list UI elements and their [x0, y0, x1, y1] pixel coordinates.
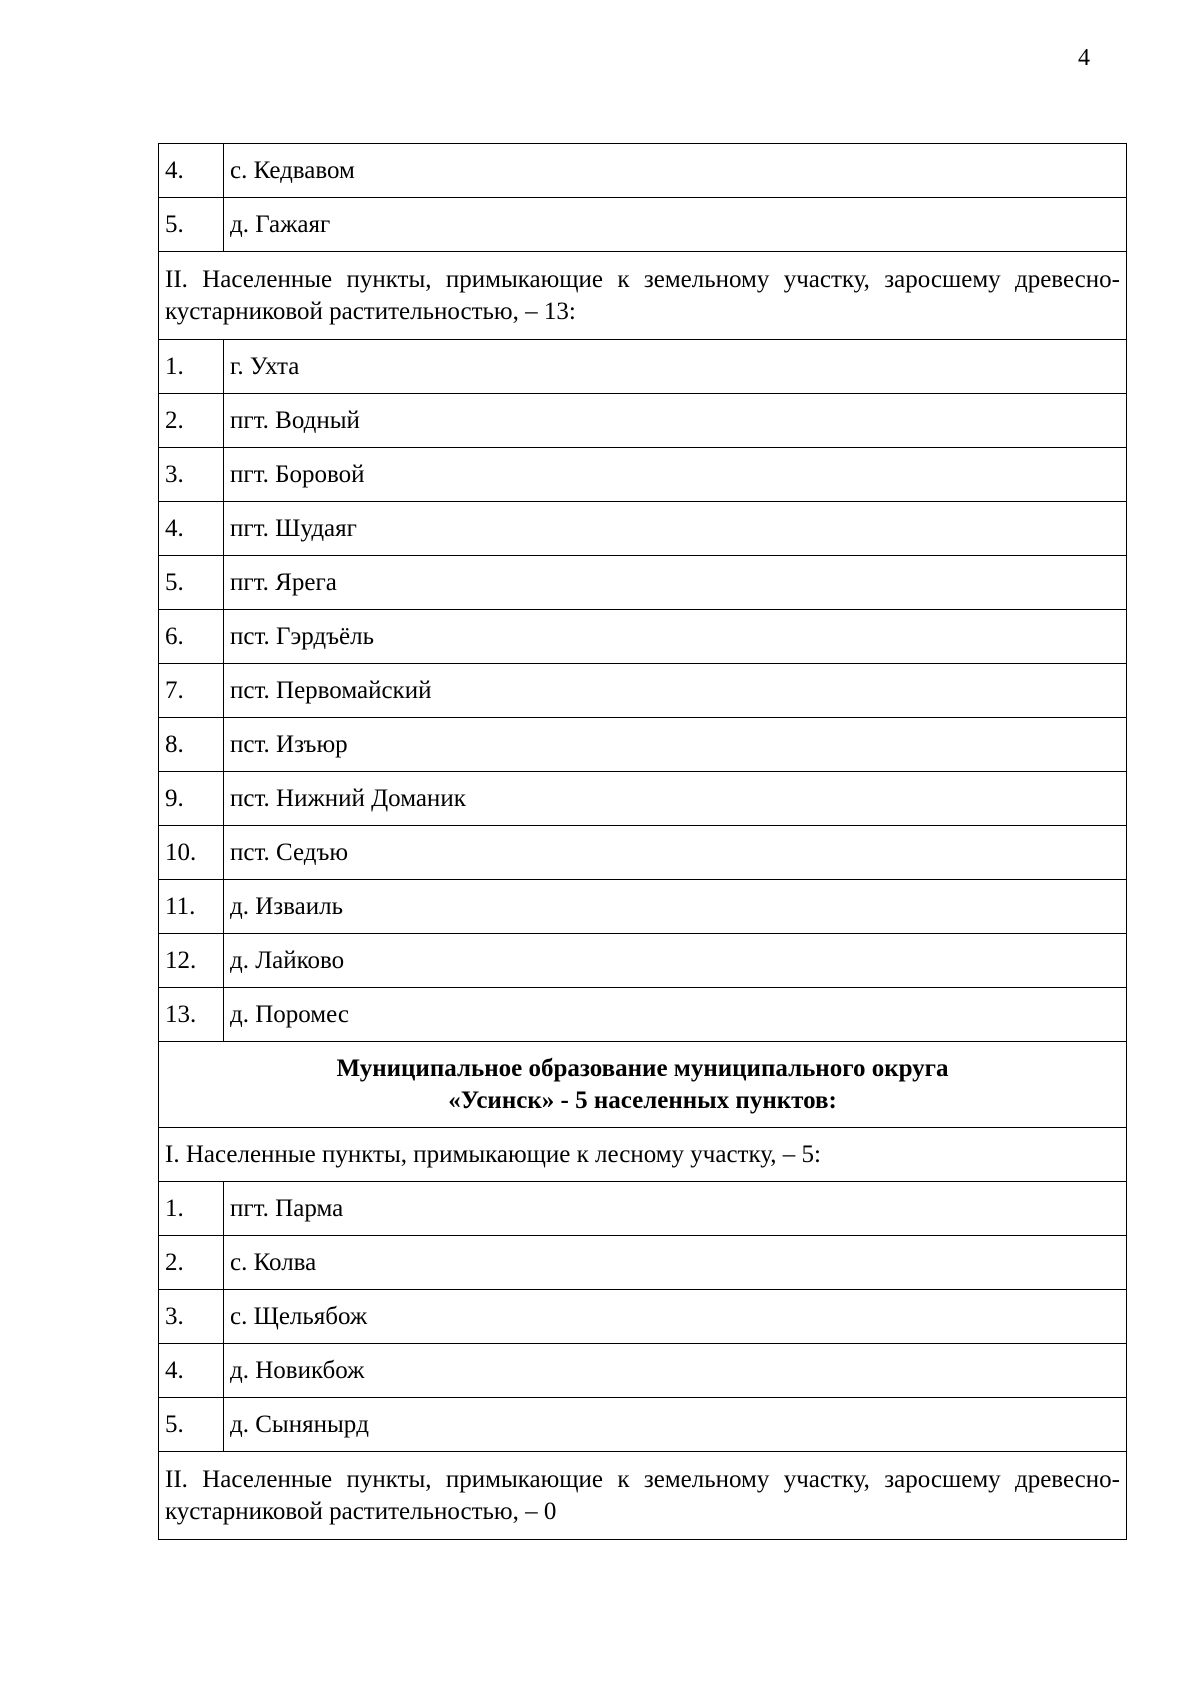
table-row [159, 610, 1127, 664]
settlement-name: д. Сыняныpд [224, 1398, 1127, 1452]
row-number: 5. [159, 556, 224, 610]
settlement-name: пст. Гэрдъёль [224, 610, 1127, 664]
section-header-row [159, 1452, 1127, 1540]
settlement-name: пст. Нижний Доманик [224, 772, 1127, 826]
settlement-name: пгт. Водный [224, 394, 1127, 448]
settlement-name: пст. Изъюр [224, 718, 1127, 772]
settlement-name: г. Ухта [224, 340, 1127, 394]
row-number: 9. [159, 772, 224, 826]
settlement-name: пгт. Шудаяг [224, 502, 1127, 556]
section-header: II. Населенные пункты, примыкающие к земельному участку, заросшему древесно-кустарниковой растительностью, – 0 [159, 1452, 1127, 1540]
table-row [159, 1344, 1127, 1398]
table-row [159, 718, 1127, 772]
row-number: 4. [159, 1344, 224, 1398]
row-number: 7. [159, 664, 224, 718]
row-number: 4. [159, 502, 224, 556]
table-row [159, 144, 1127, 198]
row-number: 10. [159, 826, 224, 880]
settlement-name: пгт. Боровой [224, 448, 1127, 502]
row-number: 3. [159, 448, 224, 502]
table-row [159, 394, 1127, 448]
row-number: 1. [159, 340, 224, 394]
section-header: I. Населенные пункты, примыкающие к лесному участку, – 5: [159, 1128, 1127, 1182]
table-row [159, 340, 1127, 394]
table-row [159, 934, 1127, 988]
table-row [159, 772, 1127, 826]
table-row [159, 880, 1127, 934]
section-header: II. Населенные пункты, примыкающие к земельному участку, заросшему древесно-кустарниковой растительностью, – 13: [159, 252, 1127, 340]
row-number: 11. [159, 880, 224, 934]
table-row [159, 988, 1127, 1042]
table-row [159, 556, 1127, 610]
row-number: 5. [159, 198, 224, 252]
settlements-table [158, 143, 1127, 1540]
table-row [159, 1182, 1127, 1236]
settlement-name: пгт. Ярега [224, 556, 1127, 610]
table-row [159, 448, 1127, 502]
row-number: 12. [159, 934, 224, 988]
row-number: 4. [159, 144, 224, 198]
settlement-name: с. Щельябож [224, 1290, 1127, 1344]
municipality-heading-row [159, 1042, 1127, 1128]
row-number: 3. [159, 1290, 224, 1344]
row-number: 1. [159, 1182, 224, 1236]
page-number: 4 [1078, 45, 1090, 71]
settlement-name: д. Изваиль [224, 880, 1127, 934]
settlement-name: д. Лайково [224, 934, 1127, 988]
row-number: 5. [159, 1398, 224, 1452]
row-number: 2. [159, 1236, 224, 1290]
settlement-name: с. Колва [224, 1236, 1127, 1290]
row-number: 13. [159, 988, 224, 1042]
municipality-heading [159, 1042, 1127, 1128]
table-row [159, 826, 1127, 880]
table-row [159, 502, 1127, 556]
row-number: 6. [159, 610, 224, 664]
settlement-name: с. Кедвавом [224, 144, 1127, 198]
section-header-row [159, 1128, 1127, 1182]
settlement-name: пст. Седъю [224, 826, 1127, 880]
settlement-name: пгт. Парма [224, 1182, 1127, 1236]
table-row [159, 1236, 1127, 1290]
settlement-name: д. Гажаяг [224, 198, 1127, 252]
table-row [159, 198, 1127, 252]
settlement-name: д. Поромес [224, 988, 1127, 1042]
row-number: 2. [159, 394, 224, 448]
table-row [159, 1290, 1127, 1344]
municipality-heading-line1: Муниципальное образование муниципального округа [336, 1054, 949, 1082]
settlement-name: пст. Первомайский [224, 664, 1127, 718]
section-header-row [159, 252, 1127, 340]
municipality-heading-line2: «Усинск» - 5 населенных пунктов: [448, 1086, 837, 1114]
table-row [159, 664, 1127, 718]
row-number: 8. [159, 718, 224, 772]
settlement-name: д. Новикбож [224, 1344, 1127, 1398]
table-row [159, 1398, 1127, 1452]
